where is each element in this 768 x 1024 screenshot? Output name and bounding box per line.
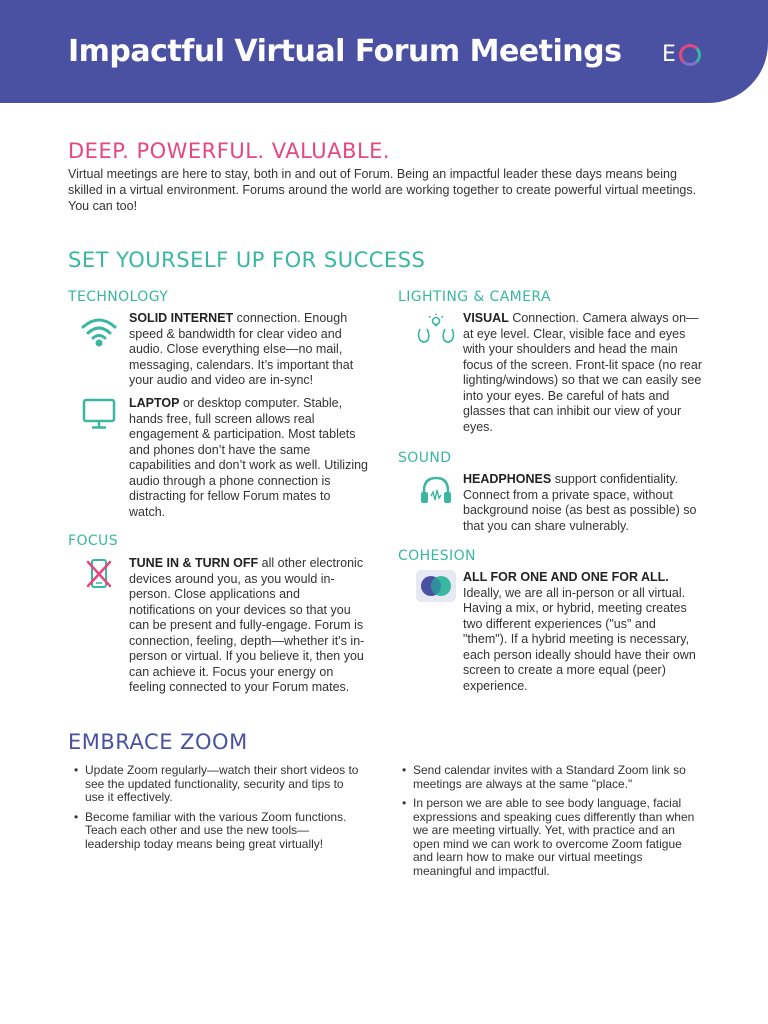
item-headphones xyxy=(463,472,703,534)
item-visual xyxy=(463,311,703,435)
item-cohesion xyxy=(463,570,703,694)
zoom-bullet: • Update Zoom regularly—watch their short videos to see the updated functionality, security and tips to use it effectively. xyxy=(74,764,364,805)
item-focus xyxy=(129,556,369,696)
heading-deep: DEEP. POWERFUL. VALUABLE. xyxy=(68,139,391,163)
item-internet xyxy=(129,311,369,389)
no-phone-icon xyxy=(86,558,112,590)
light-bulb-icon xyxy=(416,313,456,345)
intro-paragraph: Virtual meetings are here to stay, both in and out of Forum. Being an impactful leader these days means being skilled in a virtual environment. Forums around the world are working together to create powerful virtual meetings. You can too! xyxy=(68,167,697,213)
label-technology: TECHNOLOGY xyxy=(68,289,169,305)
item-internet-bold: SOLID INTERNET xyxy=(129,311,234,325)
logo-letter: E xyxy=(662,42,676,67)
item-headphones-bold: HEADPHONES xyxy=(463,472,552,486)
headphones-icon xyxy=(419,474,453,506)
header-banner xyxy=(0,0,768,103)
monitor-icon xyxy=(82,398,116,430)
item-headphones-text: support confidentiality. Connect from a private space, without background noise (as best as possible) so that you can share vulnerably. xyxy=(463,472,697,533)
label-focus: FOCUS xyxy=(68,533,118,549)
label-lighting: LIGHTING & CAMERA xyxy=(398,289,551,305)
item-focus-text: all other electronic devices around you, as you would in-person. Close applications and notifications on your devices so that you can be present and fully-engage. Forum is connection, feeling, depth—whether it’s in-person or virtual. If you believe it, then you can achieve it. Focus your energy on feeling connected to your Forum mates. xyxy=(129,556,365,694)
label-cohesion: COHESION xyxy=(398,548,476,564)
overlap-circles-icon xyxy=(416,570,456,602)
item-visual-bold: VISUAL xyxy=(463,311,509,325)
label-sound: SOUND xyxy=(398,450,452,466)
item-laptop-bold: LAPTOP xyxy=(129,396,180,410)
heading-setup: SET YOURSELF UP FOR SUCCESS xyxy=(68,248,426,272)
item-focus-bold: TUNE IN & TURN OFF xyxy=(129,556,259,570)
wifi-icon xyxy=(80,316,118,348)
logo-ring-icon xyxy=(679,44,701,66)
zoom-bullet: • Send calendar invites with a Standard Zoom link so meetings are always at the same "place." xyxy=(402,764,702,791)
page-title: Impactful Virtual Forum Meetings xyxy=(68,34,622,69)
item-cohesion-bold: ALL FOR ONE AND ONE FOR ALL. xyxy=(463,570,669,584)
item-laptop-text: or desktop computer. Stable, hands free, full screen allows real engagement & participation. Most tablets and phones don’t have the same capabilities and don’t work as well. Utilizing audio through a phone connection is distracting for fellow Forum mates to watch. xyxy=(129,396,369,519)
zoom-bullet: • Become familiar with the various Zoom functions. Teach each other and use the new tools—leadership today means being great virtually! xyxy=(74,811,364,852)
zoom-bullets-right xyxy=(402,764,702,884)
zoom-bullets-left xyxy=(74,764,364,857)
item-cohesion-text: Ideally, we are all in-person or all virtual. Having a mix, or hybrid, meeting creates two different experiences ("us" and "them"). If a hybrid meeting is necessary, each person ideally should have their own screen to create a more equal (peer) experience. xyxy=(463,585,696,693)
item-visual-text: Connection. Camera always on—at eye level. Clear, visible face and eyes with your shoulders and head the main focus of the screen. Front-lit space (no rear lighting/windows) so that we can easily see into your eyes. Be careful of hats and glasses that can inhibit our view of your eyes. xyxy=(463,311,702,434)
heading-zoom: EMBRACE ZOOM xyxy=(68,730,248,754)
zoom-bullet: • In person we are able to see body language, facial expressions and speaking cues differently than when we are meeting virtually. Yet, with practice and an open mind we can work to overcome Zoom fatigue and learn how to make our virtual meetings meaningful and impactful. xyxy=(402,797,702,878)
eo-logo xyxy=(662,42,702,68)
item-internet-text: connection. Enough speed & bandwidth for clear video and audio. Close everything else—no mail, messaging, calendars. It’s important that your audio and video are in-sync! xyxy=(129,311,354,387)
item-laptop xyxy=(129,396,369,520)
